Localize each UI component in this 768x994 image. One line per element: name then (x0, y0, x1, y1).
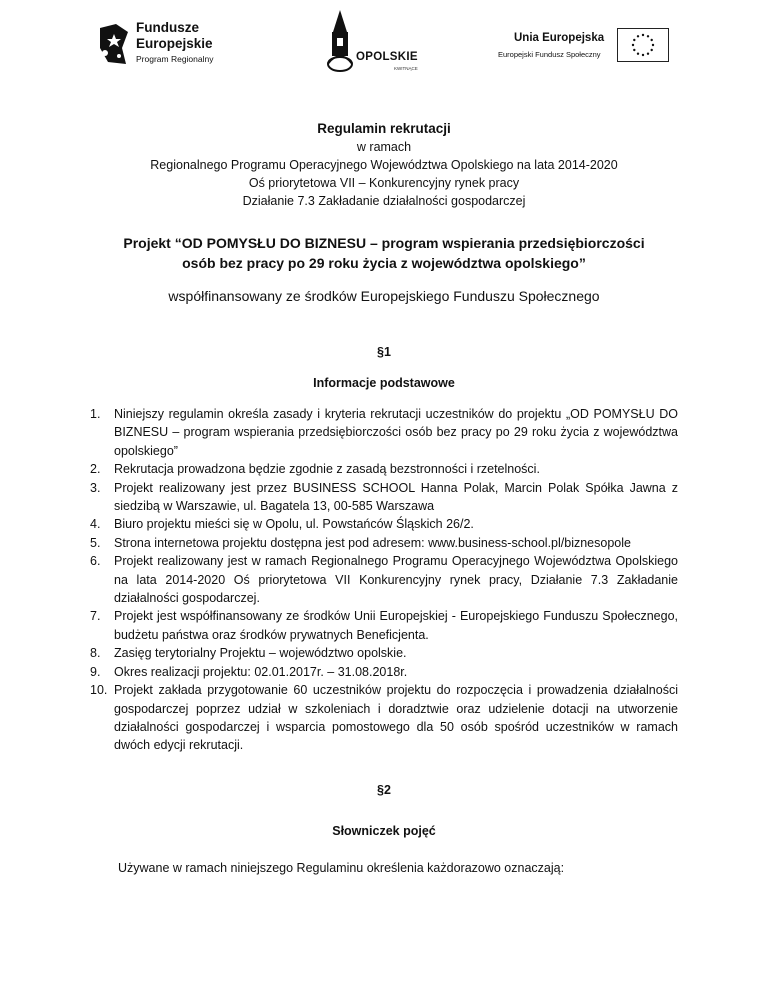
unia-europejska-logo (498, 28, 678, 68)
list-item-number: 3. (90, 480, 101, 495)
list-item (90, 644, 678, 662)
list-item-text: Strona internetowa projektu dostępna jest pod adresem: www.business-school.pl/biznesopole (114, 535, 631, 550)
list-item-number: 9. (90, 664, 101, 679)
list-item (90, 460, 678, 478)
list-item (90, 681, 678, 755)
ue-name: Unia Europejska (514, 32, 605, 44)
opolskie-tagline: KWITNĄCE (394, 66, 418, 71)
fe-emblem-icon (96, 18, 132, 68)
fe-name-line1: Fundusze (136, 20, 199, 35)
list-item-text: Niniejszy regulamin określa zasady i kryteria rekrutacji uczestników do projektu „OD POMYSŁU DO BIZNESU – program wspierania przedsiębiorczości osób bez pracy po 29 roku życia z województwa opolskiego” (114, 407, 678, 458)
list-item-text: Projekt realizowany jest przez BUSINESS SCHOOL Hanna Polak, Marcin Polak Spółka Jawna z siedzibą w Warszawie, ul. Bagatela 13, 00-585 Warszawa (114, 480, 678, 514)
list-item-number: 4. (90, 517, 101, 532)
ue-subtitle: Europejski Fundusz Społeczny (498, 50, 601, 59)
opolskie-name: OPOLSKIE (356, 51, 418, 63)
section-1-number: §1 (377, 345, 391, 359)
eu-flag-icon (617, 28, 669, 62)
list-item-text: Biuro projektu mieści się w Opolu, ul. Powstańców Śląskich 26/2. (114, 517, 474, 532)
list-item-number: 5. (90, 535, 101, 550)
fe-subtitle: Program Regionalny (136, 54, 214, 64)
section-2-number: §2 (377, 783, 391, 797)
list-item (90, 607, 678, 644)
list-item-text: Zasięg terytorialny Projektu – województwo opolskie. (114, 646, 407, 661)
list-item-number: 10. (90, 683, 108, 698)
header-line-1: w ramach (356, 140, 412, 154)
header-line-3: Oś priorytetowa VII – Konkurencyjny rynek pracy (248, 176, 520, 190)
project-title: Projekt “OD POMYSŁU DO BIZNESU – program wspierania przedsiębiorczości osób bez pracy po 29 roku życia z województwa opolskiego” (123, 235, 645, 271)
list-item-text: Projekt zakłada przygotowanie 60 uczestników projektu do rozpoczęcia i prowadzenia działalności gospodarczej poprzez udział w szkoleniach i doradztwie oraz udzielenie dotacji na utworzenie działalności gospodarczej i wsparcia pomostowego dla 50 osób spośród uczestników w ramach dwóch edycji rekrutacji. (114, 683, 678, 753)
list-item-number: 7. (90, 609, 101, 624)
list-item-text: Rekrutacja prowadzona będzie zgodnie z zasadą bezstronności i rzetelności. (114, 462, 540, 477)
tower-icon (320, 8, 360, 74)
list-item (90, 534, 678, 552)
logo-strip (0, 0, 768, 90)
header-line-2: Regionalnego Programu Operacyjnego Województwa Opolskiego na lata 2014-2020 (150, 158, 618, 172)
list-item (90, 663, 678, 681)
opolskie-logo (320, 8, 432, 78)
section-2-heading: Słowniczek pojęć (332, 824, 436, 838)
list-item (90, 479, 678, 516)
document-title: Regulamin rekrutacji (317, 121, 451, 136)
list-item-number: 8. (90, 646, 101, 661)
fe-name-line2: Europejskie (136, 36, 213, 51)
section-1-list (90, 405, 678, 755)
header-line-4: Działanie 7.3 Zakładanie działalności gospodarczej (242, 194, 526, 208)
list-item (90, 405, 678, 460)
list-item-text: Projekt realizowany jest w ramach Regionalnego Programu Operacyjnego Województwa Opolskiego na lata 2014-2020 Oś priorytetowa VII Konkurencyjny rynek pracy, Działanie 7.3 Zakładanie działalności gospodarczej. (114, 554, 678, 606)
cofinancing-note: współfinansowany ze środków Europejskiego Funduszu Społecznego (168, 288, 600, 304)
list-item-text: Okres realizacji projektu: 02.01.2017r. – 31.08.2018r. (114, 664, 408, 679)
section-2-intro: Używane w ramach niniejszego Regulaminu określenia każdorazowo oznaczają: (118, 861, 565, 875)
section-1-heading: Informacje podstawowe (313, 376, 455, 390)
list-item (90, 515, 678, 533)
list-item-number: 2. (90, 462, 101, 477)
fundusze-europejskie-logo (96, 18, 266, 70)
list-item-number: 6. (90, 554, 101, 569)
list-item-number: 1. (90, 407, 101, 421)
list-item (90, 552, 678, 607)
list-item-text: Projekt jest współfinansowany ze środków Unii Europejskiej - Europejskiego Funduszu Społecznego, budżetu państwa oraz środków prywatnych Beneficjenta. (114, 609, 678, 642)
